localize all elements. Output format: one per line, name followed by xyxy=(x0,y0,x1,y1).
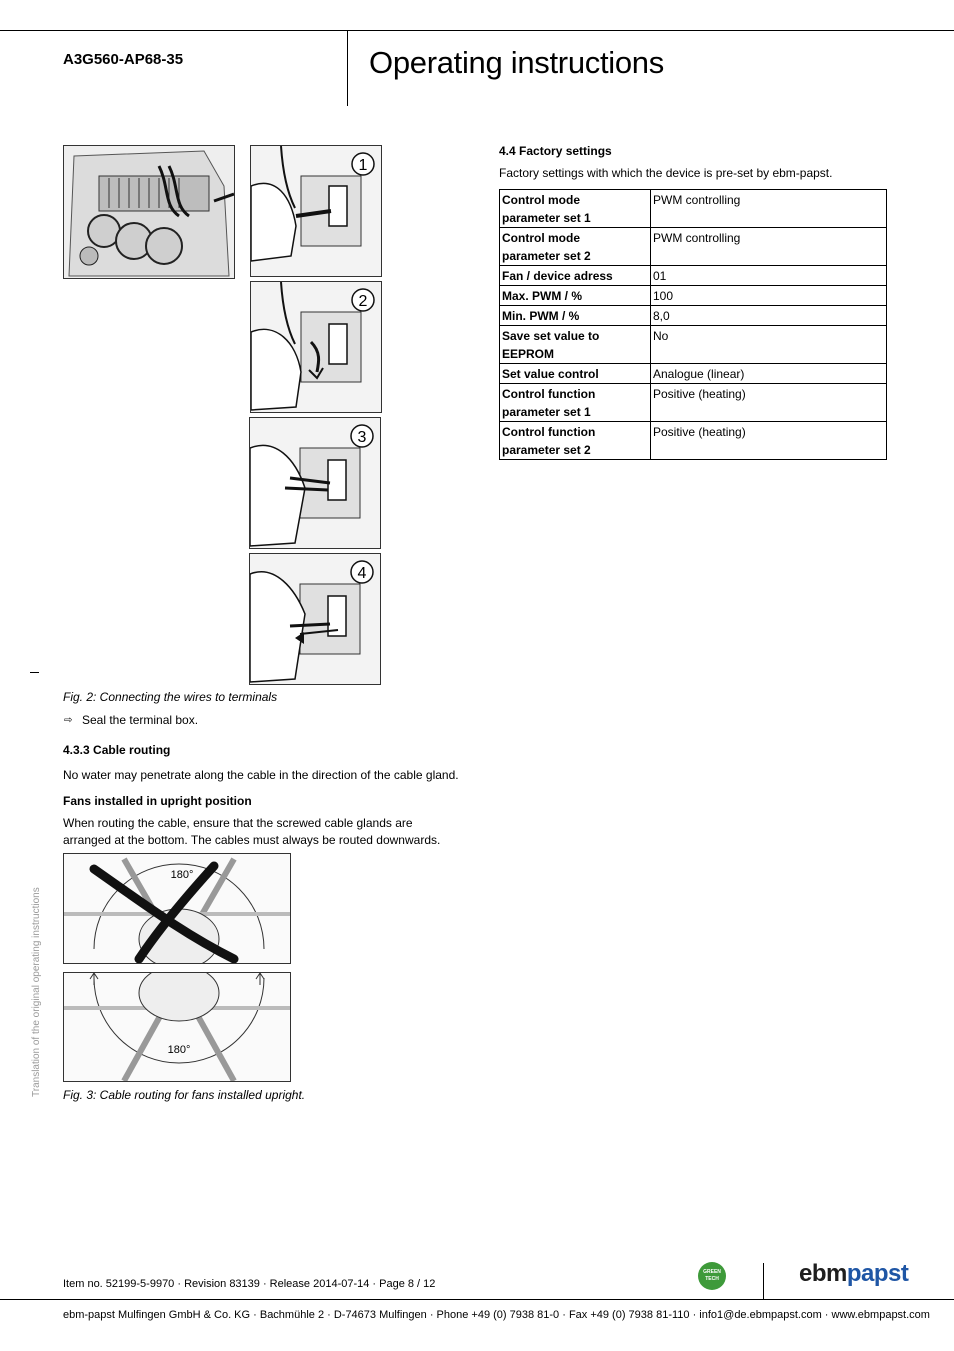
side-translation-note: Translation of the original operating instructions xyxy=(31,887,42,1097)
table-row xyxy=(500,422,887,460)
table-cell-value: PWM controlling xyxy=(651,228,887,266)
table-cell-key xyxy=(500,228,651,266)
footer-logo-divider xyxy=(763,1263,764,1299)
table-row xyxy=(500,266,887,286)
green-tech-badge-icon xyxy=(698,1262,726,1290)
step-2-image xyxy=(250,281,382,413)
arrow-bullet-icon: ⇨ xyxy=(64,715,73,726)
table-row xyxy=(500,364,887,384)
step-1-image xyxy=(250,145,382,277)
table-cell-value: 100 xyxy=(651,286,887,306)
table-cell-value: PWM controlling xyxy=(651,190,887,228)
table-cell-key xyxy=(500,384,651,422)
table-cell-value: 01 xyxy=(651,266,887,286)
header-top-rule xyxy=(0,30,954,31)
step-4-label: 4 xyxy=(357,565,367,582)
item-info-line: Item no. 52199-5-9970 · Revision 83139 · Release 2014-07-14 · Page 8 / 12 xyxy=(63,1278,436,1290)
table-cell-key xyxy=(500,326,651,364)
table-cell-value: Positive (heating) xyxy=(651,422,887,460)
angle-label-bottom: 180° xyxy=(167,1044,191,1056)
key-line: Control function xyxy=(502,387,596,401)
table-row xyxy=(500,286,887,306)
step-1-label: 1 xyxy=(358,157,368,174)
key-line: Control mode xyxy=(502,193,580,207)
key-line: parameter set 2 xyxy=(502,443,591,457)
table-row xyxy=(500,190,887,228)
step-3-image xyxy=(249,417,381,549)
ebmpapst-logo xyxy=(799,1260,908,1288)
angle-label-top: 180° xyxy=(170,869,194,881)
table-cell-key: Max. PWM / % xyxy=(500,286,651,306)
table-row xyxy=(500,384,887,422)
cable-routing-wrong-image xyxy=(63,853,291,964)
table-cell-key xyxy=(500,422,651,460)
header-divider xyxy=(347,30,348,106)
key-line: parameter set 1 xyxy=(502,211,591,225)
table-cell-key xyxy=(500,190,651,228)
table-cell-key: Fan / device adress xyxy=(500,266,651,286)
key-line: Save set value to xyxy=(502,329,600,343)
model-number: A3G560-AP68-35 xyxy=(63,51,184,68)
logo-papst: papst xyxy=(846,1260,909,1287)
terminal-box-photo xyxy=(63,145,235,279)
step-2-label: 2 xyxy=(358,293,368,310)
section-cable-routing: 4.3.3 Cable routing xyxy=(63,743,171,757)
step-4-image xyxy=(249,553,381,685)
key-line: Control function xyxy=(502,425,596,439)
footer-rule xyxy=(0,1299,954,1300)
table-row xyxy=(500,306,887,326)
cable-routing-correct-image xyxy=(63,972,291,1082)
company-address-line: ebm-papst Mulfingen GmbH & Co. KG · Bachmühle 2 · D-74673 Mulfingen · Phone +49 (0) 7938 81-0 · Fax +49 (0) 7938 81-110 · info1@de.ebmpapst.com · www.ebmpapst.com xyxy=(63,1309,930,1321)
key-line: parameter set 1 xyxy=(502,405,591,419)
page-title: Operating instructions xyxy=(369,45,664,80)
table-row xyxy=(500,228,887,266)
table-cell-value: No xyxy=(651,326,887,364)
factory-settings-table xyxy=(499,189,887,460)
key-line: parameter set 2 xyxy=(502,249,591,263)
badge-label: GREEN TECH xyxy=(703,1269,721,1282)
key-line: EEPROM xyxy=(502,347,555,361)
step-3-label: 3 xyxy=(357,429,367,446)
key-line: Control mode xyxy=(502,231,580,245)
table-cell-value: Analogue (linear) xyxy=(651,364,887,384)
table-cell-key: Min. PWM / % xyxy=(500,306,651,326)
logo-ebm: ebm xyxy=(799,1260,847,1287)
upright-para-line2: arranged at the bottom. The cables must always be routed downwards. xyxy=(63,833,441,847)
fig2-caption: Fig. 2: Connecting the wires to terminals xyxy=(63,690,278,704)
table-cell-value: Positive (heating) xyxy=(651,384,887,422)
upright-para-line1: When routing the cable, ensure that the screwed cable glands are xyxy=(63,816,413,830)
section-factory-settings: 4.4 Factory settings xyxy=(499,144,612,158)
fig3-caption: Fig. 3: Cable routing for fans installed upright. xyxy=(63,1088,306,1102)
table-cell-value: 8,0 xyxy=(651,306,887,326)
table-cell-key: Set value control xyxy=(500,364,651,384)
cable-routing-text: No water may penetrate along the cable in the direction of the cable gland. xyxy=(63,768,459,782)
subheading-upright: Fans installed in upright position xyxy=(63,794,252,808)
bullet-text: Seal the terminal box. xyxy=(82,713,199,727)
table-row xyxy=(500,326,887,364)
margin-mark xyxy=(30,672,39,673)
factory-settings-intro: Factory settings with which the device is pre-set by ebm-papst. xyxy=(499,166,833,180)
